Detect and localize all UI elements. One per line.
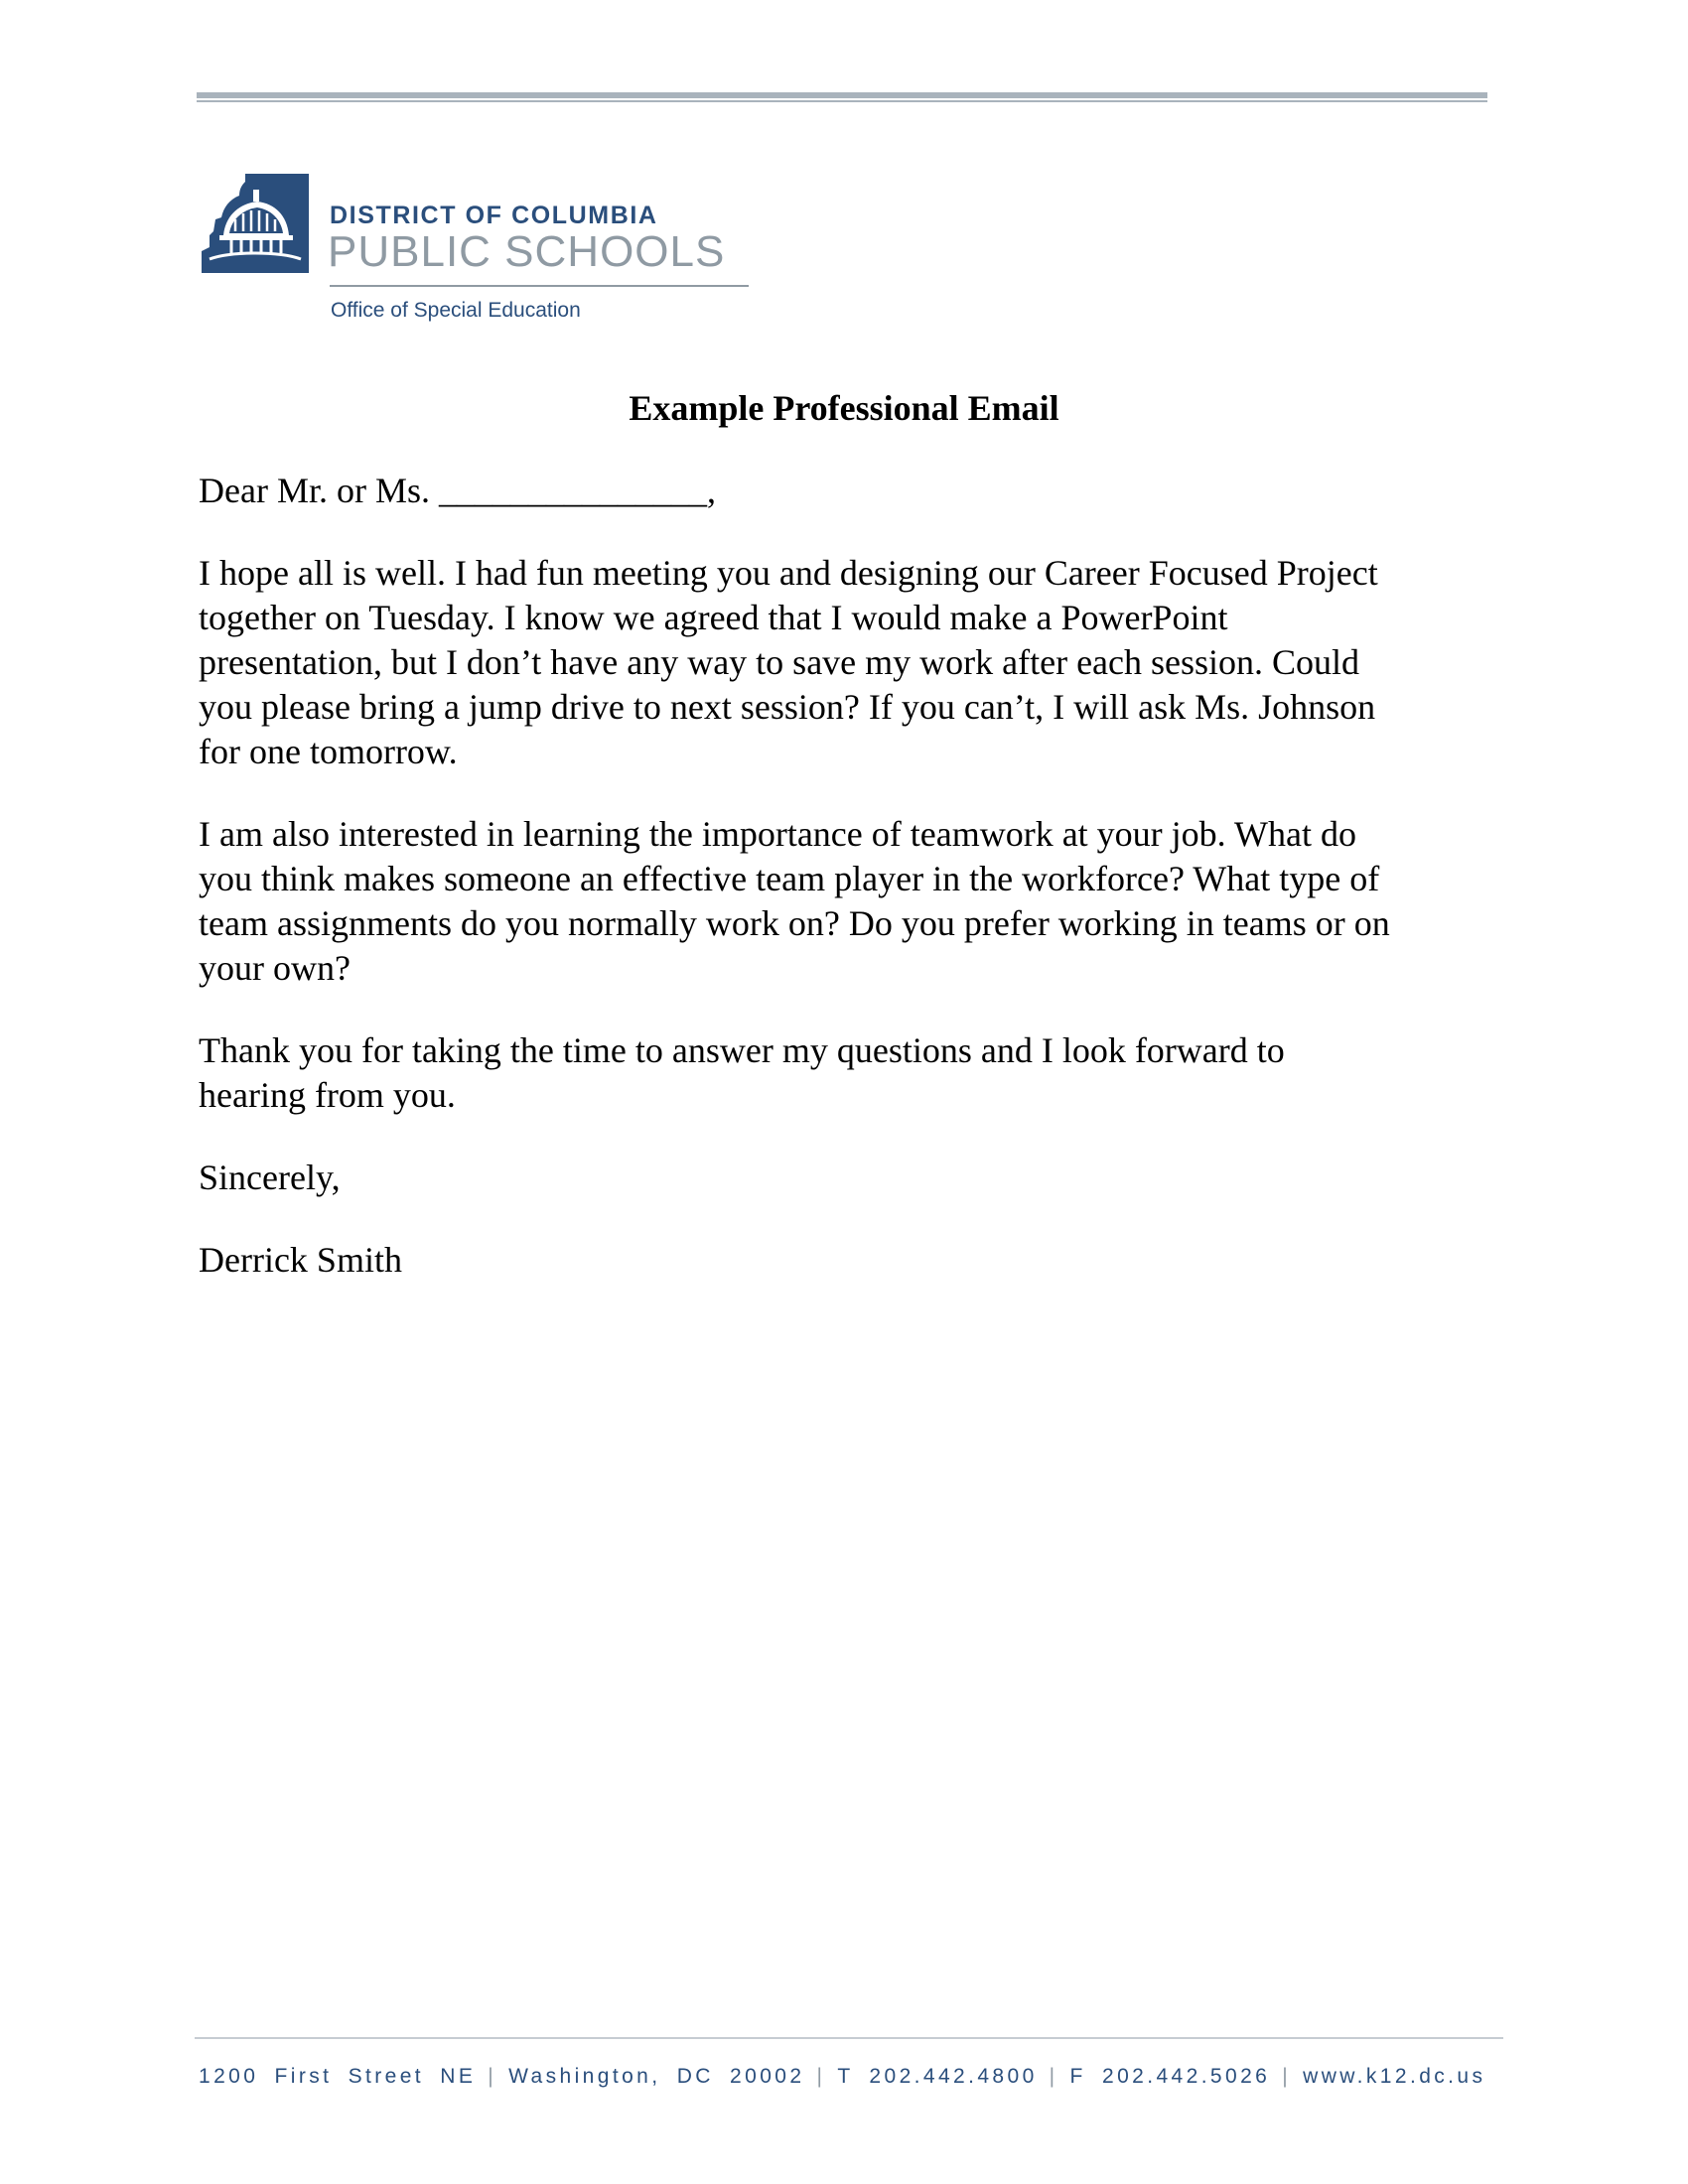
paragraph-line: presentation, but I don’t have any way to save my work after each session. Could — [199, 642, 1360, 682]
footer-separator: | — [1049, 2065, 1058, 2088]
closing-text: Sincerely, — [199, 1158, 341, 1197]
paragraph-1 — [199, 551, 1499, 774]
paragraph-line: you please bring a jump drive to next session? If you can’t, I will ask Ms. Johnson — [199, 687, 1376, 727]
footer-rule — [195, 2037, 1503, 2039]
footer-contact — [199, 2065, 1485, 2089]
salutation — [199, 469, 1499, 513]
logo-divider — [330, 285, 749, 287]
header-rule-thin — [197, 100, 1487, 102]
paragraph-line: your own? — [199, 948, 351, 988]
dcps-logo — [202, 174, 758, 333]
signature — [199, 1238, 1499, 1283]
paragraph-3 — [199, 1028, 1499, 1118]
paragraph-line: I hope all is well. I had fun meeting you and designing our Career Focused Project — [199, 553, 1378, 593]
footer-fax: F 202.442.5026 — [1069, 2065, 1271, 2088]
footer-address: 1200 First Street NE — [199, 2065, 477, 2088]
paragraph-line: together on Tuesday. I know we agreed that I would make a PowerPoint — [199, 598, 1228, 637]
header-rule-thick — [197, 92, 1487, 98]
paragraph-line: for one tomorrow. — [199, 732, 458, 771]
paragraph-line: Thank you for taking the time to answer my questions and I look forward to — [199, 1030, 1285, 1070]
document-title: Example Professional Email — [629, 388, 1059, 428]
closing — [199, 1156, 1499, 1200]
paragraph-line: I am also interested in learning the importance of teamwork at your job. What do — [199, 814, 1356, 854]
footer-phone: T 202.442.4800 — [837, 2065, 1038, 2088]
logo-office-text: Office of Special Education — [331, 299, 581, 322]
signature-text: Derrick Smith — [199, 1240, 402, 1280]
logo-district-text: DISTRICT OF COLUMBIA — [330, 202, 658, 229]
footer-website: www.k12.dc.us — [1303, 2065, 1486, 2088]
salutation-text: Dear Mr. or Ms. _______________, — [199, 471, 716, 510]
capitol-dome-icon — [202, 174, 309, 273]
footer-separator: | — [1282, 2065, 1292, 2088]
header-rule — [197, 92, 1487, 103]
paragraph-2 — [199, 812, 1499, 991]
paragraph-line: hearing from you. — [199, 1075, 456, 1115]
paragraph-line: team assignments do you normally work on? Do you prefer working in teams or on — [199, 903, 1390, 943]
logo-public-schools-text: PUBLIC SCHOOLS — [328, 227, 726, 276]
footer-separator: | — [816, 2065, 826, 2088]
email-body — [199, 469, 1499, 1320]
footer-city: Washington, DC 20002 — [508, 2065, 805, 2088]
paragraph-line: you think makes someone an effective team player in the workforce? What type of — [199, 859, 1380, 898]
footer-separator: | — [488, 2065, 497, 2088]
